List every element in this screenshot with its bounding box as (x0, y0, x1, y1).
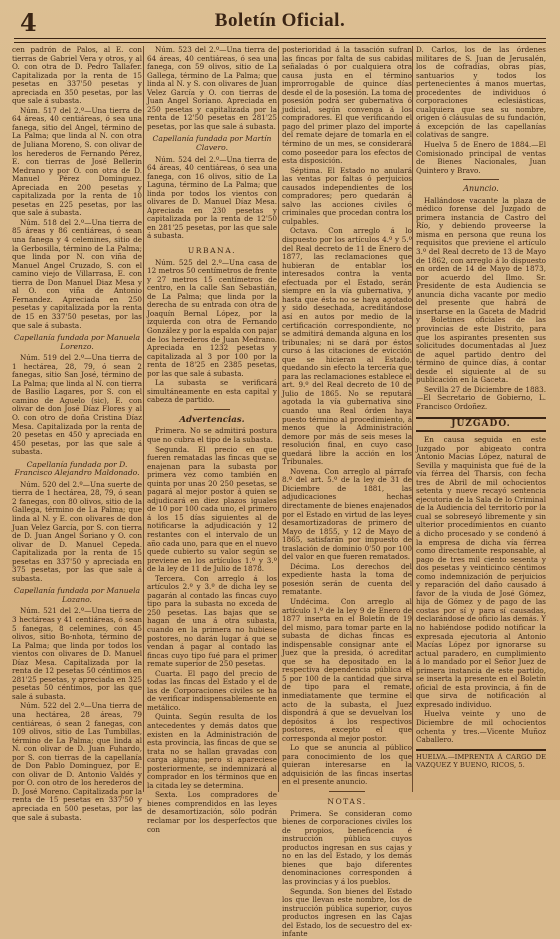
paragraph: cen padrón de Palos, al E. con tierras de Gabriel Vera y otros, y al O. con otra de D. Pedro Tallafer. Capitalizada por la renta de 15 pesetas en 337'50 pesetas y apreciada en 350 pesetas, por las que sale á subasta. (12, 45, 142, 106)
separator-rule (194, 409, 230, 410)
paragraph: Quinta. Según resulta de los antecedentes y demás datos que existen en la Administración de esta provincia, las fincas de que se trata no se hallan gravadas con carga alguna; pero si apareciese posteriormente, se indemnizará al comprador en los términos que en la citada ley se determina. (147, 712, 277, 790)
section-heading-urbana: URBANA. (187, 246, 237, 256)
column-1 (12, 45, 142, 822)
paragraph: Núm. 520 del 2.º—Una suerte de tierra de 1 hectárea, 28, 79, ó sean 2 fanegas, con 80 olivos, sitio de la Gallega, término de La Palma; que linda al N. y E. con olivares de don Juan Velez García, por S. con tierra de D. Juan Angel Soriano y O. con olivar de D. Manuel Cepeda. Capitalizada por la renta de 15 pesetas en 337'50 y apreciada en 375 pesetas, por las que sale á subasta. (12, 479, 142, 583)
paragraph: Tercera. Con arreglo á los artículos 2.º y 3.º de dicha ley se pagarán al contado las fincas cuyo tipo para la subasta no exceda de 250 pesetas. Las bajas que se hagan de una á otra subasta, cuando en la primera no hubiese postores, no darán lugar á que se vendan á pagar al contado las fincas cuyo tipo fué para el primer remate superior de 250 pesetas. (147, 573, 277, 669)
newspaper-title: Boletín Oficial. (214, 10, 346, 31)
paragraph: Segunda. Son bienes del Estado los que llevan este nombre, los de instrucción pública superior, cuyos productos ingresen en las Cajas del Estado, los de secuestro del ex-infante (282, 886, 412, 939)
column-divider (412, 46, 413, 792)
paragraph: Núm. 517 del 2.º—Una tierra de 64 áreas, 40 centiáreas, ó sea una fanega, sitio del Angel, término de La Palma; que linda al N. con otra de Juliana Moreno, S. con olivar de los herederos de Fernando Pérez, E. con tierras de José Bellerin Medrano y por O. con otra de D. Manuel Pérez Dominguez. Apreciada en 200 pesetas y capitalizada por la renta de 10 pesetas en 225 pesetas, por las que sale á subasta. (12, 105, 142, 218)
advertencias-heading: Advertencias. (179, 414, 245, 425)
section-heading: Capellanía fundada por D. Francisco Alejandro Maldonado. (14, 459, 140, 478)
paragraph: Sexta. Los compradores de bienes comprendidos en las leyes de desamortización, sólo podrán reclamar por los desperfectos que con (147, 790, 277, 834)
paragraph: posterioridad á la tasación sufran las fincas por falta de sus cabidas señaladas ó por cualquiera otra causa justa en el término improrrogable de quince días desde el de la posesión. La toma de posesión podrá ser gubernativa ó judicial, según convenga á los compradores. El que verificando el pago del primer plazo del importe del remate dejare de tomarla en el término de un mes, se considerará como poseedor para los efectos de esta disposición. (282, 45, 412, 166)
separator-rule (463, 179, 499, 180)
paragraph: Núm. 525 del 2.º—Una casa de 12 metros 50 centímetros de frente y 27 metros 15 centímetros de centro, en la calle San Sebastián, de La Palma; que linda por la derecha de su entrada con otra de Joaquín Bernal López, por la izquierda con otra de Fernando González y por la espalda con pajar de los herederos de Juan Medrano. Apreciada en 1232 pesetas y capitalizada al 3 por 100 por la renta de 18'25 en 2385 pesetas, por las que sale á subasta. (147, 257, 277, 378)
signature-paragraph: Huelva 5 de Enero de 1884.—El Comisionado principal de ventas de Bienes Nacionales, Juan Quintero y Bravo. (416, 140, 546, 175)
paragraph: Núm. 522 del 2.º—Una tierra de una hectárea, 28 áreas, 79 centiáreas, ó sean 2 fanegas, con 109 olivos, sitio de Las Tumbillas, término de La Palma; que linda al N. con olivar de D. Juan Fuhardo, por S. con tierras de la capellanía de Don Pablo Dominguez, por E. con olivar de D. Antonio Valdés y por O. con otro de los herederos de D. José Moreno. Capitalizada por la renta de 15 pesetas en 337'50 y apreciada en 500 pesetas, por las que sale á subasta. (12, 701, 142, 822)
paragraph: Décima. Los derechos del expediente hasta la toma de posesión serán de cuenta del rematante. (282, 561, 412, 597)
column-3 (282, 45, 412, 939)
column-2 (147, 45, 277, 834)
section-heading: Capellanía fundada por Martín Clavero. (152, 134, 272, 153)
signature-paragraph: Huelva veinte y uno de Diciembre de mil ochocientos ochenta y tres.—Vicente Muñoz Caballero. (416, 709, 546, 745)
column-divider (143, 46, 144, 792)
paragraph: Núm. 524 del 2.º—Una tierra de 64 áreas, 40 centiáreas, ó sea una fanega, con 16 olivos, sitio de La Laguna, término de La Palma; que linda por todos los vientos con olivares de D. Manuel Díaz Mesa. Apreciada en 230 pesetas y capitalizada por la renta de 12'50 en 281'25 pesetas, por las que sale á subasta. (147, 154, 277, 241)
paragraph: Hallándose vacante la plaza de médico forense del Juzgado de primera instancia de Castro del Río, y debiendo proveerse la misma en persona que reuna los requisitos que previene el artículo 3.º del Real decreto de 13 de Mayo de 1862, con arreglo á lo dispuesto en orden de 14 de Mayo de 1873, por acuerdo del Ilmo. Sr. Presidente de esta Audiencia se anuncia dicha vacante por medio del presente que habrá de insertarse en la Gaceta de Madrid y Boletines oficiales de las provincias de este Distrito, para que los aspirantes presenten sus solicitudes documentadas al Juez de aquel partido dentro del término de quince días, á contar desde el siguiente al de su publicación en la Gaceta. (416, 195, 546, 385)
column-divider (278, 46, 279, 792)
paragraph: Lo que se anuncia al público para conocimiento de los que quieran interesarse en la adquisición de las fincas insertas en el presente anuncio. (282, 743, 412, 787)
separator-rule (329, 791, 365, 792)
paragraph: Primera. Se consideran como bienes de corporaciones civiles los de propios, beneficencia é instrucción pública cuyos productos ingresan en sus cajas y no en las del Estado, y los demás bienes que bajo diferentes denominaciones corresponden á las provincias y á los pueblos. (282, 808, 412, 886)
paragraph: Núm. 523 del 2.º—Una tierra de 64 áreas, 40 centiáreas, ó sea una fanega, con 59 olivos, sitio de La Gallega, término de La Palma; que linda al N. y S. con olivares de Juan Velez García y O. con tierras de Juan Angel Soriano. Apreciada en 250 pesetas y capitalizada por la renta de 12'50 pesetas en 281'25 pesetas, por las que sale á subasta. (147, 45, 277, 131)
signature-paragraph: Sevilla 27 de Diciembre de 1883.—El Secretario de Gobierno, L. Francisco Ordoñez. (416, 384, 546, 411)
paragraph: Núm. 519 del 2.º—Una tierra de 1 hectárea, 28, 79, ó sean 2 fanegas, sitio San José, término de La Palma; que linda al N. con tierra de Basilio Lagares, por S. con el camino de Aguelo (sic), E. con olivar de don José Díaz Flores y al O. con otro de doña Cristina Díaz Mesa. Capitalizada por la renta de 20 pesetas en 450 y apreciada en 450 pesetas, por las que sale á subasta. (12, 353, 142, 457)
paragraph: Novena. Con arreglo al párrafo 8.º del art. 5.º de la ley de 31 de Diciembre de 1881, las adjudicaciones hechas directamente de bienes enajenados por el Estado en virtud de las leyes desamortizadoras de primero de Mayo de 1855, y 12 de Mayo de 1865, satisfarán por impuesto de traslación de dominio 0'50 por 100 del valor en que fueren rematados. (282, 466, 412, 562)
paragraph: Undécima. Con arreglo al artículo 1.º de la ley 9 de Enero de 1877 inserta en el Boletín de 19 del mismo, para tomar parte en la subasta de dichas fincas es indispensable consignar ante el Juez que la presida, ó acreditar que se ha depositado en la respectiva dependencia pública el 5 por 100 de la cantidad que sirva de tipo para el remate, inmediatamente que termine el acto de la subasta, el Juez dispondrá á que se devuelvan los depósitos á los respectivos postores, excepto el que corresponda al mejor postor. (282, 597, 412, 743)
paragraph: En causa seguida en este Juzgado por abigeato contra Antonio Macias López, natural de Sevilla y maquinista que fué de la vía férrea del Tharsis, con fecha tres de Abril de mil ochocientos setenta y nueve recayó sentencia ejecutoria de la Sala de lo Criminal de la Audiencia del territorio por la cual se sobreseyó libremente y sin ulterior procedimientos en cuanto á dicho procesado y se condenó á la empresa de dicha vía férrea como directamente responsable, al pago de tres mil ciento sesenta y dos pesetas y veinticinco céntimos como indemnización de perjuicios y reparación del daño causado á favor de la viuda de José Gómez, hija de Gómez y de pago de las costas por sí y para sí causadas, declarándose de oficio las demás. Y no habiéndose podido notificar la expresada ejecutoria al Antonio Macías López por ignorarse su actual paradero, en cumplimiento á lo mandado por el Señor Juez de primera instancia de este partido, se inserta la presente en el Boletín oficial de esta provincia, á fin de que sirva de notificación al expresado individuo. (416, 434, 546, 709)
paragraph: D. Carlos, los de las órdenes militares de S. Juan de Jerusalén, los de cofradías, obras pías, santuarios y todos los pertenecientes á manos muertas, procedentes de individuos ó corporaciones eclesiásticas, cualquiera que sea su nombre, origen ó cláusulas de su fundación, á excepción de las capellanías colativas de sangre. (416, 45, 546, 140)
page-header (14, 6, 546, 40)
printer-imprint: HUELVA.—IMPRENTA Á CARGO DE VAZQUEZ Y BUENO, RICOS, 5. (416, 749, 546, 769)
paragraph: Octava. Con arreglo á lo dispuesto por los artículos 4.º y 5.º del Real decreto de 11 de Enero de 1877, las reclamaciones que hubieran de entablar los interesados contra la venta efectuada por el Estado, serán siempre en la vía gubernativa, y hasta que ésta no se haya agotado y sido desechada, acreditándose así en autos por medio de la certificación correspondiente, no se admitirá demanda alguna en los tribunales; ni se dará por éstos curso á las citaciones de evicción que se hicieran al Estado, quedando sin efecto la tercería que para las reclamaciones establece el art. 9.º del Real decreto de 10 de Julio de 1865. No se reputará agotada la vía gubernativa sino cuando una Real órden haya puesto término al procedimiento, á menos que la Administración demore por más de seis meses la resolución final, en cuyo caso quedará libre la acción en los Tribunales. (282, 226, 412, 467)
column-4 (416, 46, 546, 792)
paragraph: Segunda. El precio en que fueren rematadas las fincas que se enajenan para la subasta por primera vez como también en quinta por unas 20 250 pesetas, se pagará al mejor postor á quien se adjudicará en diez plazos iguales de 10 por 100 cada uno, el primero á los 15 días siguientes al de notificarse la adjudicación y 12 restantes con el intervalo de un año cada uno, para que en el nuevo quede cubierto su valor según se previene en los artículos 1.º y 3.º de la ley de 11 de Julio de 1878. (147, 444, 277, 574)
paragraph: Núm. 518 del 2.º—Una tierra de 85 áreas y 86 centiáreas, ó sean una fanega y 4 celemines, sitio de la Gerbosilla, término de La Palma; que linda por N. con viña de Manuel Angel Cruzado, S. con el camino viejo de Villarrasa, E. con tierra de Don Manuel Diaz Mesa y al O. con viña de Antonio Fernandez. Apreciada en 250 pesetas y capitalizada por la renta de 15 en 337'50 pesetas, por las que sale á subasta. (12, 217, 142, 330)
paragraph: Cuarta. El pago del precio de todas las fincas del Estado y el de las de Corporaciones civiles se ha de verificar indispensablemente en metálico. (147, 668, 277, 712)
paragraph: Séptima. El Estado no anulará las ventas por faltas ó perjuicios causados independientes de los compradores; pero quedarán á salvo las acciones civiles ó criminales que procedan contra los culpables. (282, 165, 412, 226)
anuncio-heading: Anuncio. (463, 184, 499, 194)
header-rule (14, 38, 546, 43)
paragraph: Núm. 521 del 2.º—Una tierra de 3 hectáreas y 41 centiáreas, ó sean 5 fanegas, 8 celemines, con 45 olivos, sitio Bo-nhota, término de La Palma; que linda por todos los vientos con olivares de D. Manuel Díaz Mesa. Capitalizada por la renta de 12 pesetas 50 céntimos en 281'25 pesetas, y apreciada en 325 pesetas 50 céntimos, por las que sale á subasta. (12, 606, 142, 701)
paragraph: La subasta se verificará simultáneamente en esta capital y cabeza de partido. (147, 378, 277, 405)
juzgado-heading: JUZGADO. (416, 417, 546, 432)
page-number: 4 (20, 8, 37, 37)
section-heading: Capellanía fundada por Manuela Lorenzo. (13, 333, 141, 351)
paragraph: Primera. No se admitirá postura que no cubra el tipo de la subasta. (147, 426, 277, 444)
section-heading: Capellanía fundada por Manuela Lozano. (13, 586, 141, 604)
notas-heading: NOTAS. (327, 797, 367, 807)
